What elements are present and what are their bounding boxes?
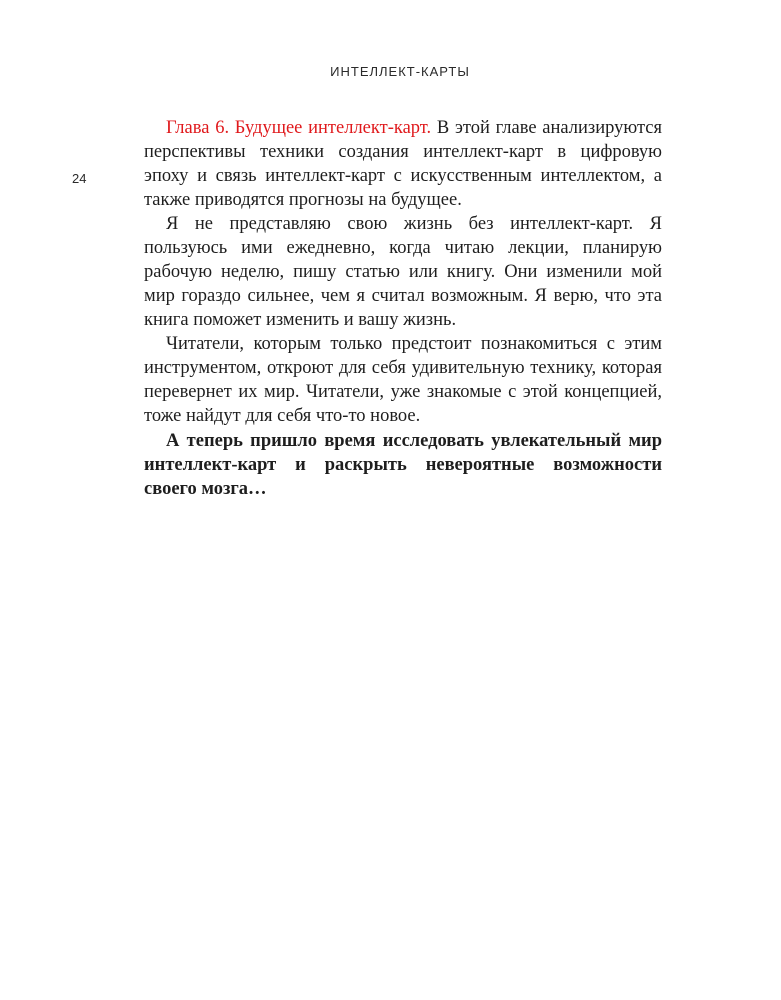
chapter-heading: Глава 6. Будущее интеллект-карт.	[166, 118, 432, 138]
paragraph-personal: Я не представляю свою жизнь без интеллект-карт. Я пользуюсь ими ежедневно, когда читаю лекции, планирую рабочую неделю, пишу статью или книгу. Они изменили мой мир гораздо сильнее, чем я считал возможным. Я верю, что эта книга поможет изменить и вашу жизнь.	[144, 214, 662, 330]
paragraph-text: В этой главе анализируются перспективы техники создания интеллект-карт в цифровую эпоху и связь интеллект-карт с искусственным интеллектом, а также приводятся прогнозы на будущее.	[144, 118, 662, 210]
paragraph-closing: А теперь пришло время исследовать увлекательный мир интеллект-карт и раскрыть невероятные возможности своего мозга…	[144, 431, 662, 499]
page-number: 24	[72, 171, 87, 186]
running-header: ИНТЕЛЛЕКТ-КАРТЫ	[330, 64, 470, 79]
paragraph-readers: Читатели, которым только предстоит познакомиться с этим инструментом, откроют для себя удивительную технику, которая перевернет их мир. Читатели, уже знакомые с этой концепцией, тоже найдут для себя что-то новое.	[144, 334, 662, 426]
body-text	[144, 116, 662, 501]
paragraph-chapter-6	[144, 116, 662, 212]
